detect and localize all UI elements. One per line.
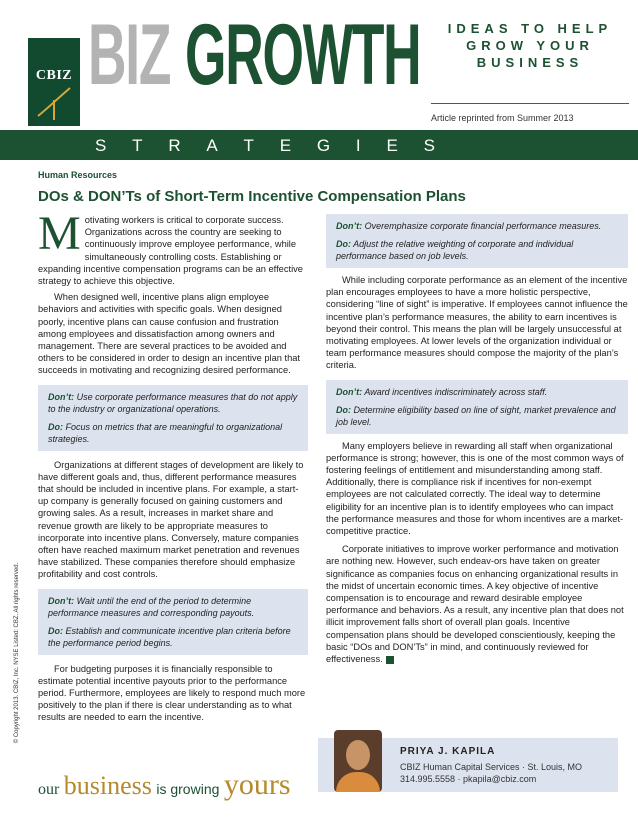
slogan-yours: yours <box>223 768 291 801</box>
paragraph-text: otivating workers is critical to corporate success. Organizations across the country are seeking to continuously improve employee performance, while simultaneously controlling costs. Establishing or expanding incentive compensation programs can be an effective strategy to achieve this objective. <box>38 215 303 287</box>
author-name: PRIYA J. KAPILA <box>400 746 496 757</box>
paragraph: While including corporate performance as an element of the incentive plan encourages employees to have a more holistic perspective, considering “line of sight” is imperative. If employees cannot influence the incentive plan’s performance measures, the ability to earn incentives is beyond their control. This means the plan will be largely unsuccessful at motivating employees. At lower levels of the organization individual or team performance measures should compose the majority of the plan’s criteria. <box>326 275 628 371</box>
band-letter: A <box>206 136 218 155</box>
tagline-line: GROW YOUR <box>466 38 594 53</box>
paragraph: For budgeting purposes it is financially responsible to estimate potential incentive payouts prior to the performance period. Furthermore, employees are likely to respond much more positively to the plan if there is clear understanding as to what results are needed to earn the incentive. <box>38 663 306 723</box>
dont-label: Don’t: <box>48 595 75 606</box>
dont-text: Award incentives indiscriminately across staff. <box>364 386 548 397</box>
band-letter: S <box>423 136 435 155</box>
logo-text: CBIZ <box>35 68 73 83</box>
do-label: Do: <box>336 404 351 415</box>
band-letter: G <box>316 136 331 155</box>
tip-callout <box>326 214 628 268</box>
band-letter: S <box>95 136 107 155</box>
do-text: Focus on metrics that are meaningful to organizational strategies. <box>48 421 283 444</box>
band-letter: T <box>243 136 254 155</box>
right-column <box>326 214 628 665</box>
dont-label: Don’t: <box>336 386 363 397</box>
drop-cap: M <box>38 207 81 260</box>
reprint-note: Article reprinted from Summer 2013 <box>431 113 574 123</box>
do-text: Establish and communicate incentive plan criteria before the performance period begins. <box>48 625 291 648</box>
slogan-business: business <box>63 771 152 800</box>
closing-paragraph <box>326 543 628 665</box>
paragraph: Organizations at different stages of development are likely to have different goals and, thus, different performance measures that should be included in incentive plans. For example, a start-up company is generally focused on gaining customers and growing sales. As a result, increases in market share and revenue growth are likely to be appropriate measures to incorporate into incentive plans. Conversely, mature companies often have reached maximum market penetration and revenues have stabilized. These companies therefore should emphasize profitability and cost controls. <box>38 459 304 580</box>
left-column <box>38 207 308 724</box>
band-letter: I <box>355 136 361 155</box>
author-photo <box>334 730 382 792</box>
do-text: Adjust the relative weighting of corporate and individual performance based on job levels. <box>336 239 574 261</box>
dont-text: Overemphasize corporate financial performance measures. <box>364 221 602 231</box>
dont-text: Wait until the end of the period to determine performance measures and corresponding payouts. <box>48 595 255 618</box>
do-label: Do: <box>336 239 351 249</box>
tip-callout <box>38 385 308 451</box>
tagline-line: BUSINESS <box>476 55 584 70</box>
cbiz-logo <box>28 38 80 126</box>
author-org: CBIZ Human Capital Services · St. Louis, MO <box>400 762 583 772</box>
article-headline: DOs & DON’Ts of Short-Term Incentive Compensation Plans <box>38 188 466 205</box>
dont-label: Don’t: <box>48 391 75 402</box>
do-label: Do: <box>48 625 63 636</box>
tip-callout <box>326 380 628 434</box>
tagline-line: IDEAS TO HELP <box>447 21 613 36</box>
paragraph: Many employers believe in rewarding all staff when organizational performance is strong; however, this is one of the most common ways of fostering feelings of entitlement and misunderstanding among staff. Additionally, there is compliance risk if incentives for non-exempt employees are not calculated correctly. The ideal way to determine eligibility for an incentive plan is to identify employees who can impact the performance measures and those for whom incentives are a market-competitive practice. <box>326 440 624 537</box>
slogan-is-growing: is growing <box>156 781 220 797</box>
paragraph-text: Corporate initiatives to improve worker performance and motivation are nothing new. However, such endeav-ors have taken on greater significance as companies focus on enhancing organizational results in the midst of uncertain economic times. A key objective of incentive compensation is to encourage and reward desirable employee performance and behaviors. As a result, any incentive plan that does not illicit improvement falls short of overall plan goals. Incentive compensation plans should be developed conscientiously, keeping the basic “DOs and DON’Ts” in mind, and continuously reviewed for effectiveness. <box>326 544 624 665</box>
tip-callout <box>38 589 308 655</box>
band-letter: T <box>132 136 143 155</box>
intro-paragraph <box>38 207 308 287</box>
copyright-notice: © Copyright 2013. CBIZ, Inc. NYSE Listed: CBZ. All rights reserved. <box>14 562 20 744</box>
registered-mark: ® <box>29 118 35 127</box>
do-text: Determine eligibility based on line of sight, market prevalence and job level. <box>336 404 616 427</box>
author-contact: 314.995.5558 · pkapila@cbiz.com <box>400 774 537 784</box>
paragraph: When designed well, incentive plans align employee behaviors and activities with specific goals. When designed poorly, incentive plans can cause confusion and frustration among employees and dissatisfaction among owners and management. There are several practices to be avoided and others to be considered in order to design an incentive plan that succeeds in motivating and recognizing desired performance. <box>38 292 301 376</box>
end-mark-icon <box>386 656 394 664</box>
logo-swoosh-icon <box>34 86 74 122</box>
strategies-band <box>0 130 638 160</box>
author-box <box>318 738 618 792</box>
footer-slogan <box>38 768 291 802</box>
section-label: Human Resources <box>38 170 118 180</box>
dont-label: Don’t: <box>336 221 363 231</box>
tagline <box>430 20 630 71</box>
band-letter: E <box>386 136 398 155</box>
tagline-divider <box>431 103 629 104</box>
do-label: Do: <box>48 421 63 432</box>
masthead-growth: GROWTH <box>185 7 421 103</box>
dont-text: Use corporate performance measures that do not apply to the industry or organizational operations. <box>48 391 298 414</box>
band-letter: R <box>168 136 181 155</box>
masthead-biz: BIZ <box>88 7 171 103</box>
band-letter: E <box>279 136 292 155</box>
masthead-title <box>88 7 428 132</box>
slogan-our: our <box>38 781 60 798</box>
